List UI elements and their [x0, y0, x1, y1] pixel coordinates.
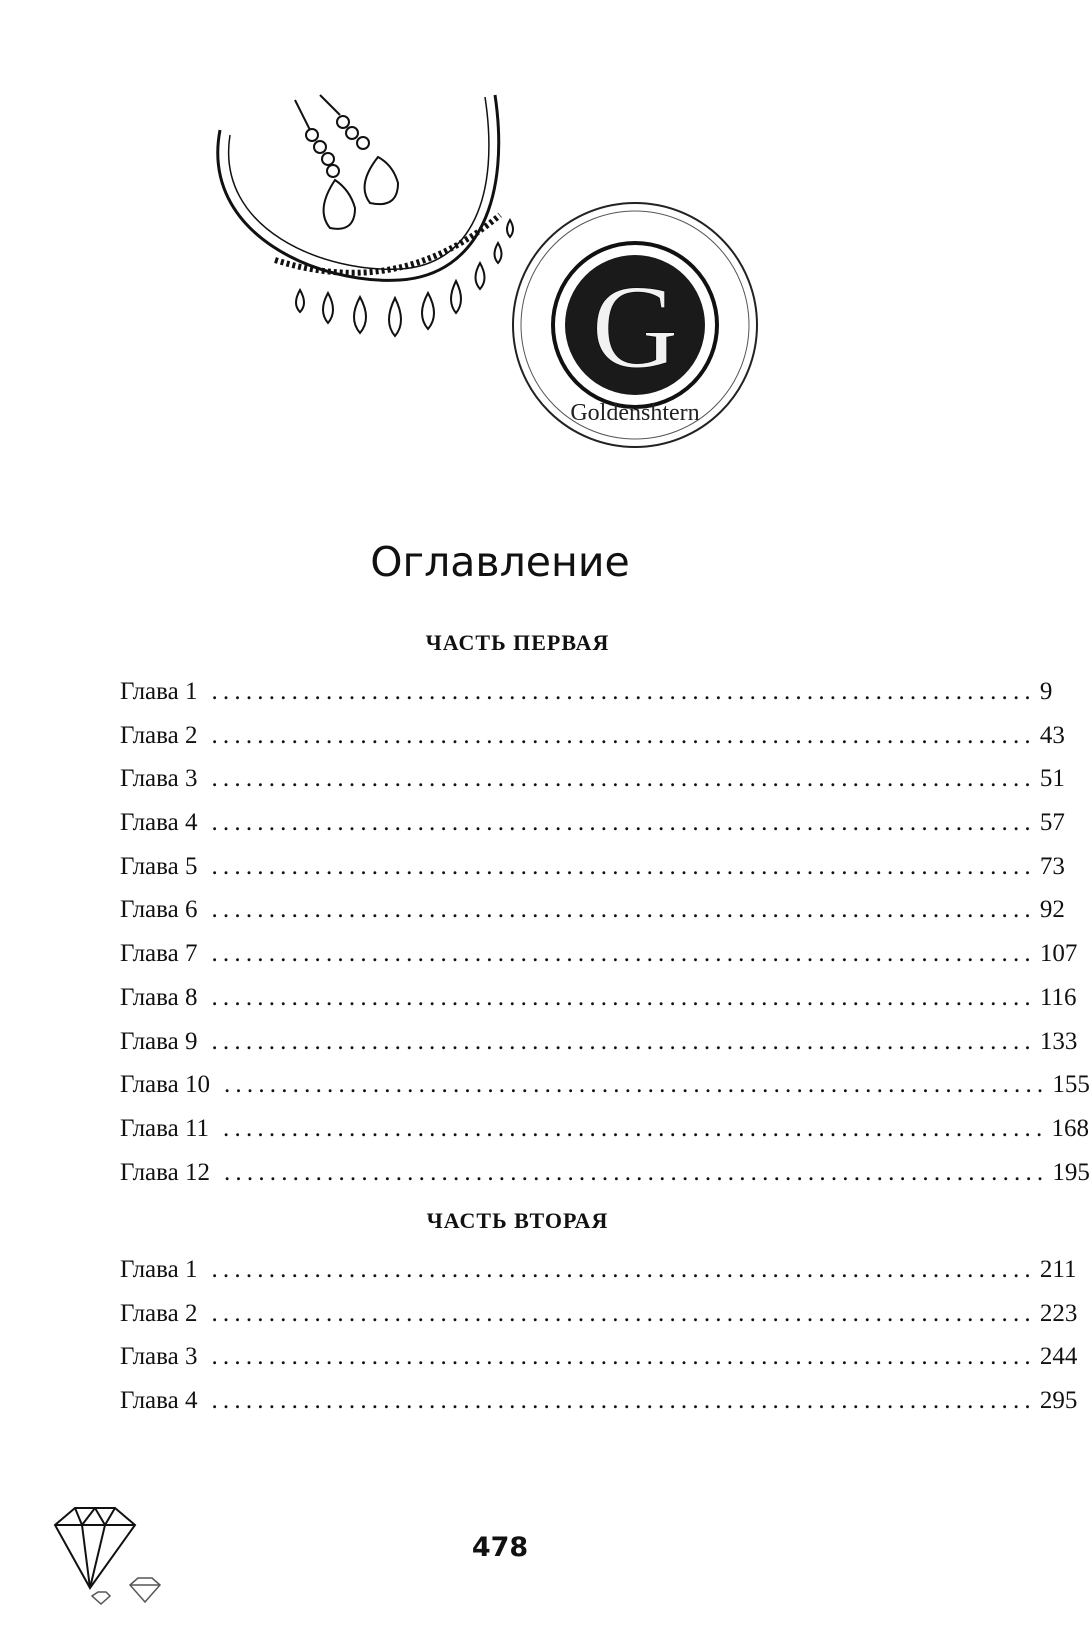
chapter-page: 9: [1039, 678, 1053, 705]
chapter-label: Глава 7: [120, 940, 198, 968]
svg-text:G: G: [591, 260, 679, 393]
leader-dots: ........................................................................: [211, 1387, 1036, 1415]
goldenshtern-seal-icon: [513, 203, 757, 447]
chapter-page: 57: [1039, 809, 1065, 837]
chapter-page: 244: [1039, 1343, 1078, 1371]
chapter-label: Глава 4: [120, 809, 198, 837]
part-two: [120, 1208, 1078, 1431]
toc-entry[interactable]: [120, 940, 1078, 984]
chapter-label: Глава 4: [120, 1387, 198, 1415]
chapter-label: Глава 9: [120, 1027, 198, 1055]
chapter-page: 195: [1052, 1158, 1090, 1186]
chapter-page: 211: [1039, 1256, 1077, 1283]
leader-dots: ........................................................................: [211, 765, 1036, 793]
leader-dots: ........................................................................: [211, 678, 1036, 705]
leader-dots: ........................................................................: [211, 1027, 1036, 1055]
chapter-label: Глава 1: [120, 678, 198, 705]
toc-list: [120, 1256, 1078, 1431]
part-heading: ЧАСТЬ ПЕРВАЯ: [425, 630, 610, 655]
toc-entry[interactable]: [120, 1114, 1089, 1159]
chapter-label: Глава 8: [120, 983, 198, 1011]
header-illustration: [200, 85, 820, 485]
toc-entry[interactable]: [120, 721, 1065, 766]
chapter-page: 223: [1039, 1299, 1078, 1327]
chapter-page: 168: [1051, 1114, 1089, 1142]
chapter-page: 116: [1039, 983, 1077, 1011]
chapter-label: Глава 1: [120, 1256, 198, 1283]
part-heading: ЧАСТЬ ВТОРАЯ: [426, 1208, 609, 1233]
chapter-label: Глава 10: [120, 1071, 210, 1099]
svg-text:Goldenshtern: Goldenshtern: [570, 400, 700, 426]
part-one: [120, 630, 1090, 1202]
toc-entry[interactable]: [120, 983, 1077, 1028]
leader-dots: ........................................................................: [211, 1343, 1036, 1371]
leader-dots: ........................................................................: [211, 940, 1036, 968]
chapter-label: Глава 12: [120, 1158, 210, 1186]
toc-entry[interactable]: [120, 1158, 1090, 1203]
toc-entry[interactable]: [120, 1027, 1078, 1072]
chapter-label: Глава 11: [120, 1114, 210, 1142]
toc-entry[interactable]: [120, 809, 1065, 853]
leader-dots: ........................................................................: [223, 1158, 1049, 1186]
leader-dots: ........................................................................: [211, 721, 1036, 749]
toc-entry[interactable]: [120, 1299, 1078, 1344]
chapter-label: Глава 3: [120, 765, 198, 793]
toc-entry[interactable]: [120, 1343, 1078, 1387]
leader-dots: ........................................................................: [211, 896, 1036, 924]
chapter-page: 155: [1052, 1071, 1090, 1099]
leader-dots: ........................................................................: [211, 852, 1036, 880]
chapter-page: 107: [1039, 940, 1078, 968]
toc-entry[interactable]: [120, 765, 1065, 809]
leader-dots: ........................................................................: [211, 809, 1036, 837]
leader-dots: ........................................................................: [211, 983, 1036, 1011]
leader-dots: ........................................................................: [211, 1256, 1036, 1283]
chapter-page: 51: [1039, 765, 1065, 793]
chapter-page: 133: [1039, 1027, 1078, 1055]
toc-list: [120, 678, 1090, 1202]
necklace-earrings-icon: [218, 95, 513, 336]
chapter-label: Глава 2: [120, 1299, 198, 1327]
leader-dots: ........................................................................: [211, 1299, 1036, 1327]
chapter-label: Глава 6: [120, 896, 198, 924]
toc-entry[interactable]: [120, 852, 1065, 897]
leader-dots: ........................................................................: [223, 1071, 1049, 1099]
toc-entry[interactable]: [120, 678, 1053, 722]
leader-dots: ........................................................................: [223, 1114, 1048, 1142]
chapter-page: 73: [1039, 852, 1065, 880]
toc-entry[interactable]: [120, 1387, 1078, 1431]
chapter-page: 92: [1039, 896, 1065, 924]
toc-entry[interactable]: [120, 1071, 1090, 1115]
toc-entry[interactable]: [120, 896, 1065, 940]
chapter-label: Глава 5: [120, 852, 198, 880]
toc-entry[interactable]: [120, 1256, 1077, 1300]
chapter-label: Глава 3: [120, 1343, 198, 1371]
chapter-label: Глава 2: [120, 721, 198, 749]
chapter-page: 295: [1039, 1387, 1078, 1415]
chapter-page: 43: [1039, 721, 1065, 749]
page-title: Оглавление: [370, 538, 630, 586]
page-number: 478: [471, 1532, 529, 1563]
